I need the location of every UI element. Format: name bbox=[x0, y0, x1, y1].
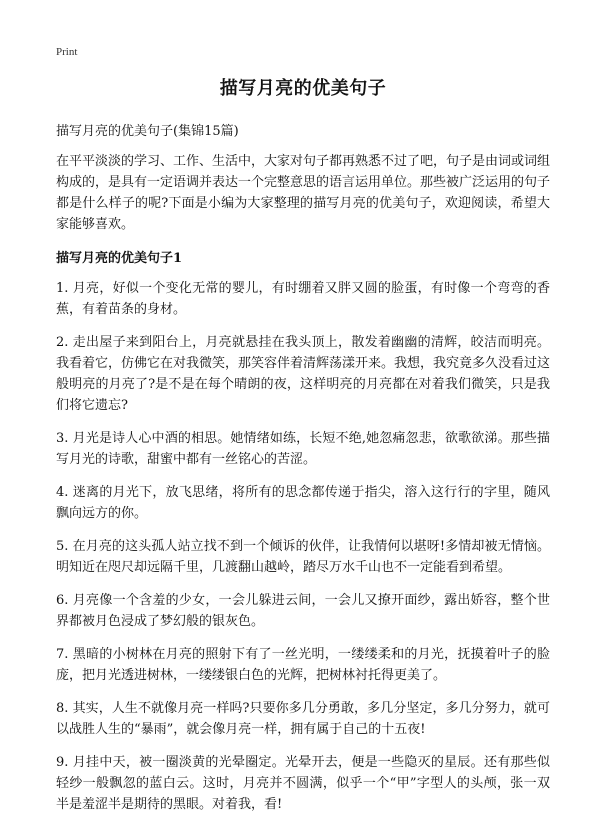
list-item: 9. 月挂中天，被一圈淡黄的光晕圈定。光晕开去，便是一些隐灭的星辰。还有那些似轻纱一般飘忽的蓝白云。这时，月亮并不圆满，似乎一个“甲”字型人的头颅，张一双半是羞涩半是期待的黑眼。对着我，看! bbox=[56, 755, 550, 812]
intro-paragraph: 在平平淡淡的学习、工作、生活中，大家对句子都再熟悉不过了吧，句子是由词或词组构成的，是具有一定语调并表达一个完整意思的语言运用单位。那些被广泛运用的句子都是什么样子的呢?下面是小编为大家整理的描写月亮的优美句子，欢迎阅读，希望大家能够喜欢。 bbox=[56, 154, 551, 232]
page-title: 描写月亮的优美句子 bbox=[219, 78, 387, 99]
list-item: 2. 走出屋子来到阳台上，月亮就悬挂在我头顶上，散发着幽幽的清辉，皎洁而明亮。我看着它，仿佛它在对我微笑，那笑容伴着清辉荡漾开来。我想，我究竟多久没看过这般明亮的月亮了?是不是在每个晴朗的夜，这样明亮的月亮都在对着我们微笑，只是我们将它遗忘? bbox=[56, 335, 551, 413]
list-item: 4. 迷离的月光下，放飞思绪，将所有的思念都传递于指尖，溶入这行行的字里，随风飘向远方的你。 bbox=[56, 485, 550, 521]
article bbox=[56, 74, 550, 827]
list-item: 5. 在月亮的这头孤人站立找不到一个倾诉的伙伴，让我情何以堪呀!多情却被无情恼。明知近在咫尺却远隔千里，几渡翻山越岭，踏尽万水千山也不一定能看到希望。 bbox=[56, 539, 550, 575]
list-item: 3. 月光是诗人心中酒的相思。她情绪如练，长短不绝,她忽痛忽悲，欲歌欲涕。那些描写月光的诗歌，甜蜜中都有一丝铭心的苦涩。 bbox=[56, 431, 550, 467]
list-item: 1. 月亮，好似一个变化无常的婴儿，有时绷着又胖又圆的脸蛋，有时像一个弯弯的香蕉，有着苗条的身材。 bbox=[56, 281, 550, 317]
section-heading: 描写月亮的优美句子1 bbox=[56, 251, 183, 266]
list-item: 6. 月亮像一个含羞的少女，一会儿躲进云间，一会儿又撩开面纱，露出娇容，整个世界都被月色浸成了梦幻般的银灰色。 bbox=[56, 593, 550, 629]
article-subtitle: 描写月亮的优美句子(集锦15篇) bbox=[56, 124, 239, 139]
list-item: 8. 其实，人生不就像月亮一样吗?只要你多几分勇敢，多几分坚定，多几分努力，就可以战胜人生的“暴雨”，就会像月亮一样，拥有属于自己的十五夜! bbox=[56, 701, 550, 737]
list-item: 7. 黑暗的小树林在月亮的照射下有了一丝光明，一缕缕柔和的月光，抚摸着叶子的脸庞，把月光透进树林，一缕缕银白色的光辉，把树林衬托得更美了。 bbox=[56, 647, 550, 683]
print-link[interactable]: Print bbox=[56, 46, 78, 58]
